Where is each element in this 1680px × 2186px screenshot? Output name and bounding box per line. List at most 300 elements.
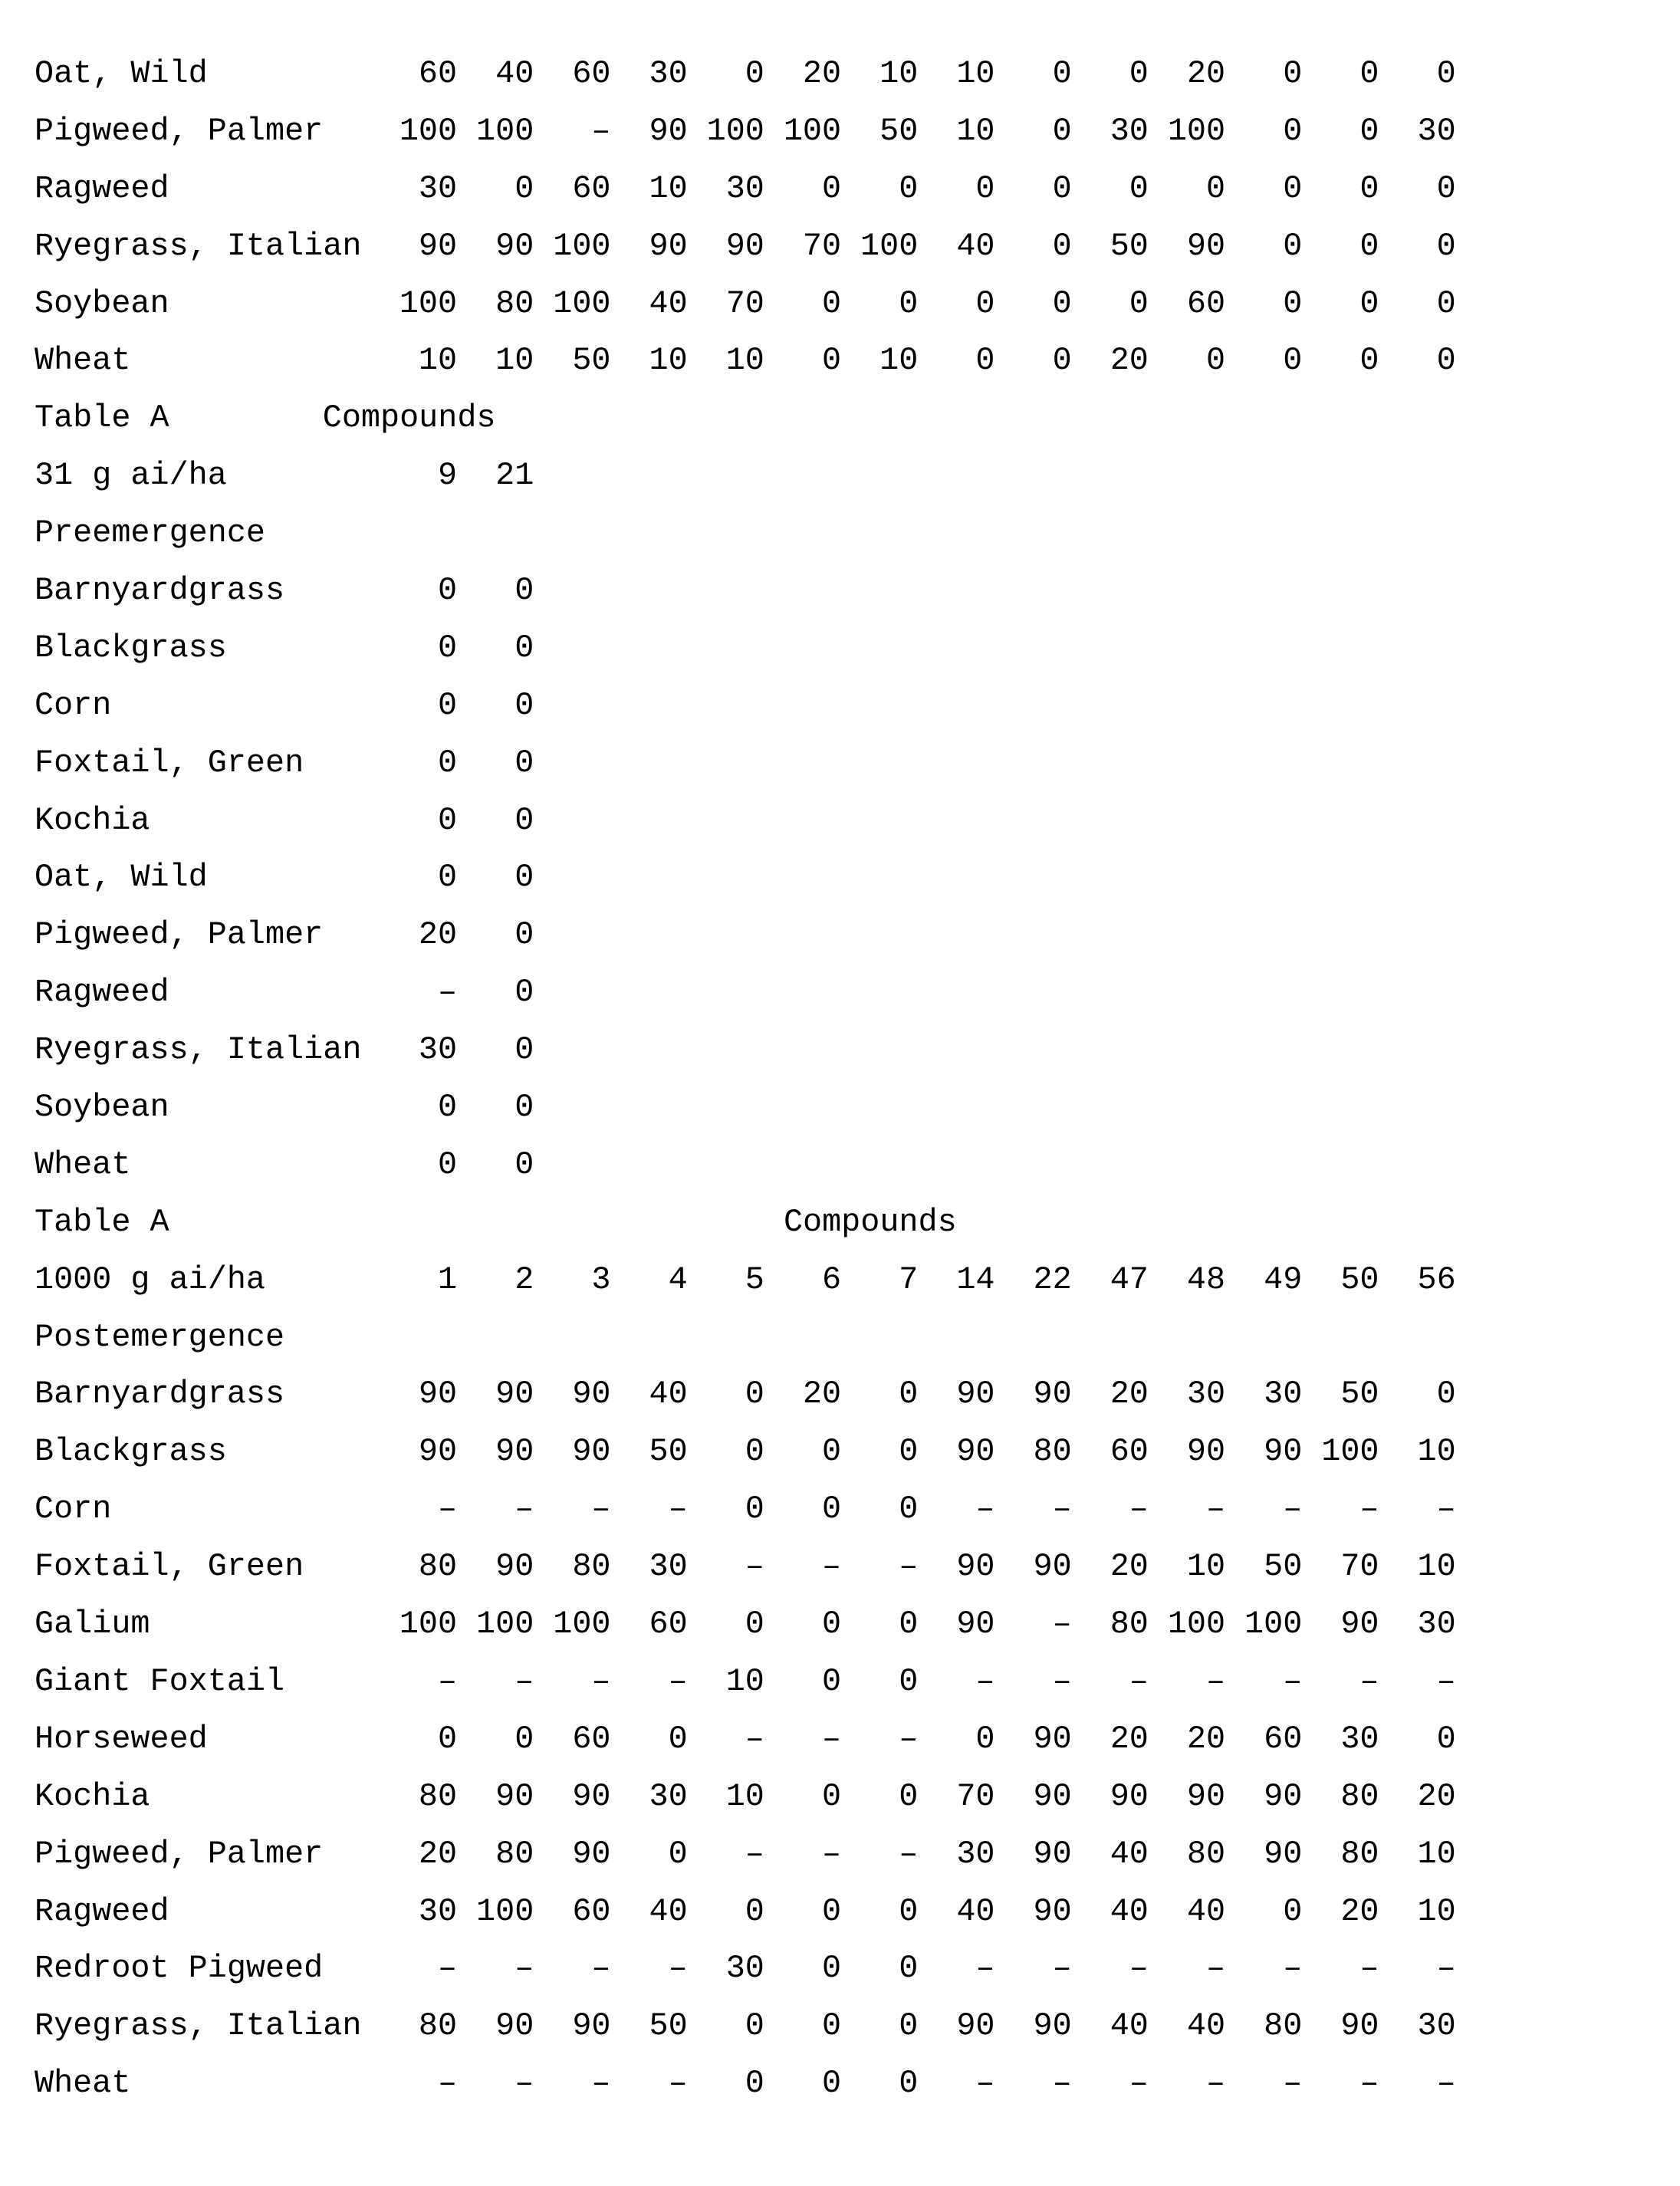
cell-value: 90 [572,1376,611,1413]
row-label: Blackgrass [35,629,227,666]
cell-value: 0 [899,1606,919,1643]
row-label: Blackgrass [35,1433,227,1471]
cell-value: 60 [572,1720,611,1757]
cell-value: 0 [899,169,919,207]
cell-value: 80 [572,1548,611,1586]
cell-value: – [1129,1491,1149,1528]
cell-value: – [1359,1491,1379,1528]
cell-value: 50 [649,1433,688,1471]
compound-number: 7 [899,1261,919,1298]
cell-value: 100 [553,227,611,265]
cell-value: 0 [1052,284,1072,322]
table-row [35,1423,1614,1481]
cell-value: 90 [649,112,688,150]
cell-value: 0 [975,342,995,380]
cell-value: 100 [706,112,764,150]
cell-value: 0 [745,1491,764,1528]
cell-value: 0 [1205,342,1226,380]
cell-value: – [591,2065,611,2102]
cell-value: 90 [1340,2007,1379,2045]
cell-value: 0 [975,284,995,322]
cell-value: 90 [1110,1777,1149,1815]
compound-number: 21 [495,457,534,495]
cell-value: 10 [1417,1892,1456,1930]
table-row [35,275,1614,333]
cell-value: – [1129,1950,1149,1987]
cell-value: 0 [899,1433,919,1471]
table-title: Table A [35,1203,169,1241]
cell-value: 20 [1110,342,1149,380]
cell-value: 90 [1264,1777,1303,1815]
row-label: Wheat [35,1146,131,1183]
cell-value: 0 [821,1433,842,1471]
row-label: Corn [35,686,112,724]
cell-value: 90 [956,2007,995,2045]
cell-value: 60 [572,1892,611,1930]
cell-value: 0 [1052,342,1072,380]
row-label: Foxtail, Green [35,1548,304,1586]
cell-value: 0 [899,1376,919,1413]
cell-value: 0 [1359,55,1379,92]
cell-value: 0 [821,1777,842,1815]
cell-value: 0 [1359,284,1379,322]
cell-value: 30 [956,1835,995,1872]
cell-value: 100 [1244,1606,1303,1643]
compounds-label: Compounds [322,399,496,437]
cell-value: – [591,1662,611,1700]
cell-value: 0 [515,1720,534,1757]
cell-value: 0 [1359,169,1379,207]
cell-value: 0 [745,1376,764,1413]
table-row [35,735,1614,792]
cell-value: 10 [956,112,995,150]
table-row [35,792,1614,850]
cell-value: 100 [476,1606,534,1643]
cell-value: 0 [1129,169,1149,207]
row-label: Ragweed [35,1892,169,1930]
cell-value: 30 [1264,1376,1303,1413]
cell-value: 0 [821,284,842,322]
cell-value: 0 [821,1950,842,1987]
cell-value: – [1205,1950,1226,1987]
compound-number: 50 [1340,1261,1379,1298]
cell-value: – [1129,1662,1149,1700]
cell-value: – [975,1491,995,1528]
cell-value: 10 [725,342,764,380]
cell-value: – [745,1835,764,1872]
row-label: Wheat [35,342,131,380]
row-label: Giant Foxtail [35,1662,285,1700]
cell-value: 0 [437,629,458,666]
cell-value: 10 [495,342,534,380]
cell-value: 0 [437,686,458,724]
row-label: Horseweed [35,1720,208,1757]
cell-value: 10 [879,55,919,92]
cell-value: 90 [495,2007,534,2045]
table-title-row [35,1194,1614,1251]
cell-value: 90 [1033,1376,1072,1413]
cell-value: 100 [783,112,842,150]
cell-value: 20 [1110,1548,1149,1586]
cell-value: 30 [649,1548,688,1586]
cell-value: 0 [1283,169,1303,207]
cell-value: 0 [821,169,842,207]
cell-value: 0 [899,1950,919,1987]
cell-value: 0 [1359,227,1379,265]
cell-value: 0 [668,1835,688,1872]
row-label: Pigweed, Palmer [35,1835,324,1872]
cell-value: 30 [725,169,764,207]
row-label: Oat, Wild [35,859,208,896]
cell-value: – [1129,2065,1149,2102]
cell-value: 90 [1033,1720,1072,1757]
cell-value: 30 [725,1950,764,1987]
cell-value: 0 [668,1720,688,1757]
cell-value: 0 [899,1777,919,1815]
cell-value: 90 [495,1777,534,1815]
cell-value: 0 [437,859,458,896]
cell-value: – [1283,1950,1303,1987]
compound-number: 14 [956,1261,995,1298]
row-label: Corn [35,1491,112,1528]
cell-value: – [1205,1662,1226,1700]
compound-number: 2 [515,1261,534,1298]
cell-value: 0 [515,801,534,839]
cell-value: 0 [515,916,534,954]
cell-value: 100 [1167,1606,1226,1643]
table-row [35,1538,1614,1596]
row-label: Barnyardgrass [35,572,285,610]
cell-value: 60 [418,55,458,92]
cell-value: 0 [1436,1720,1456,1757]
cell-value: 80 [1264,2007,1303,2045]
cell-value: 0 [515,572,534,610]
table-row [35,1826,1614,1883]
cell-value: – [1052,1491,1072,1528]
cell-value: 0 [437,1146,458,1183]
cell-value: 0 [745,1606,764,1643]
cell-value: 90 [1033,1548,1072,1586]
cell-value: – [591,1491,611,1528]
cell-value: 10 [956,55,995,92]
cell-value: 0 [1283,342,1303,380]
table-row [35,1366,1614,1423]
cell-value: – [1205,2065,1226,2102]
table-row [35,2055,1614,2112]
cell-value: 30 [1417,112,1456,150]
table-row [35,964,1614,1021]
cell-value: 100 [399,1606,458,1643]
rate-header-row [35,447,1614,505]
row-label: Barnyardgrass [35,1376,285,1413]
compound-number: 6 [821,1261,842,1298]
table-row [35,332,1614,390]
cell-value: 90 [495,1433,534,1471]
cell-value: 0 [1129,55,1149,92]
cell-value: 10 [1417,1835,1456,1872]
cell-value: 50 [1340,1376,1379,1413]
cell-value: 30 [649,55,688,92]
cell-value: – [1283,2065,1303,2102]
cell-value: 0 [1283,227,1303,265]
cell-value: – [1359,1662,1379,1700]
cell-value: 60 [572,169,611,207]
cell-value: 20 [802,55,842,92]
rate-label: 1000 g ai/ha [35,1261,265,1298]
phase-label: Preemergence [35,514,265,552]
table-row [35,849,1614,906]
cell-value: 10 [725,1777,764,1815]
compound-number: 56 [1417,1261,1456,1298]
cell-value: 80 [418,1777,458,1815]
cell-value: 20 [1110,1720,1149,1757]
cell-value: – [975,1950,995,1987]
table-row [35,1136,1614,1194]
cell-value: 50 [879,112,919,150]
cell-value: 60 [1110,1433,1149,1471]
cell-value: 10 [418,342,458,380]
cell-value: – [1283,1491,1303,1528]
cell-value: – [1436,1491,1456,1528]
table-row [35,218,1614,275]
cell-value: 0 [1283,55,1303,92]
cell-value: 0 [1436,1376,1456,1413]
cell-value: 40 [1110,1892,1149,1930]
phase-label: Postemergence [35,1318,285,1356]
cell-value: 0 [745,2065,764,2102]
cell-value: – [1436,2065,1456,2102]
cell-value: 90 [495,1548,534,1586]
cell-value: 80 [1110,1606,1149,1643]
table-row [35,1997,1614,2055]
compound-number: 3 [591,1261,611,1298]
cell-value: 0 [1129,284,1149,322]
cell-value: 90 [1186,227,1226,265]
cell-value: 0 [745,1433,764,1471]
cell-value: 0 [899,284,919,322]
cell-value: 100 [1167,112,1226,150]
cell-value: 0 [1205,169,1226,207]
cell-value: 90 [572,1835,611,1872]
compound-number: 4 [668,1261,688,1298]
cell-value: – [437,1950,458,1987]
cell-value: – [1052,1606,1072,1643]
rate-label: 31 g ai/ha [35,457,227,495]
cell-value: 40 [649,1376,688,1413]
table-row [35,45,1614,103]
cell-value: 90 [1340,1606,1379,1643]
cell-value: 80 [418,1548,458,1586]
row-label: Kochia [35,1777,150,1815]
cell-value: 10 [725,1662,764,1700]
cell-value: 70 [725,284,764,322]
cell-value: 0 [1436,169,1456,207]
cell-value: 0 [1359,342,1379,380]
cell-value: 20 [418,1835,458,1872]
cell-value: 80 [1340,1777,1379,1815]
cell-value: 90 [418,1376,458,1413]
row-label: Soybean [35,284,169,322]
cell-value: 20 [1186,1720,1226,1757]
cell-value: – [515,1662,534,1700]
cell-value: 0 [437,801,458,839]
cell-value: – [515,2065,534,2102]
cell-value: – [899,1835,919,1872]
cell-value: 0 [515,629,534,666]
cell-value: 90 [418,227,458,265]
cell-value: 70 [802,227,842,265]
cell-value: – [668,1491,688,1528]
row-label: Foxtail, Green [35,744,304,781]
cell-value: 0 [821,1662,842,1700]
cell-value: 90 [725,227,764,265]
cell-value: – [899,1720,919,1757]
cell-value: 0 [515,974,534,1011]
table-row [35,1596,1614,1653]
cell-value: 0 [515,1089,534,1126]
table-row [35,1079,1614,1136]
compound-number: 5 [745,1261,764,1298]
cell-value: 0 [1052,169,1072,207]
cell-value: 100 [553,1606,611,1643]
table-title-row [35,390,1614,447]
cell-value: 0 [745,55,764,92]
cell-value: 0 [515,744,534,781]
table-row [35,1021,1614,1079]
table-row [35,1883,1614,1941]
cell-value: 30 [418,1031,458,1069]
cell-value: 60 [1186,284,1226,322]
cell-value: 10 [649,342,688,380]
cell-value: 90 [1033,2007,1072,2045]
cell-value: 100 [553,284,611,322]
row-label: Oat, Wild [35,55,208,92]
cell-value: 60 [1264,1720,1303,1757]
cell-value: 20 [1186,55,1226,92]
row-label: Pigweed, Palmer [35,916,324,954]
cell-value: 0 [1436,55,1456,92]
cell-value: 60 [649,1606,688,1643]
phase-label-row [35,505,1614,562]
cell-value: 30 [1186,1376,1226,1413]
cell-value: – [437,1491,458,1528]
cell-value: 0 [1283,112,1303,150]
phase-label-row [35,1309,1614,1366]
cell-value: 0 [899,1662,919,1700]
cell-value: 90 [495,227,534,265]
cell-value: – [1436,1950,1456,1987]
cell-value: 30 [1340,1720,1379,1757]
cell-value: 90 [1186,1777,1226,1815]
cell-value: 50 [1264,1548,1303,1586]
cell-value: 0 [1283,1892,1303,1930]
cell-value: 100 [860,227,919,265]
cell-value: 20 [1340,1892,1379,1930]
cell-value: – [975,1662,995,1700]
cell-value: 0 [821,2065,842,2102]
cell-value: 80 [1186,1835,1226,1872]
table-row [35,620,1614,677]
cell-value: 0 [899,1892,919,1930]
cell-value: – [1359,1950,1379,1987]
cell-value: 0 [1436,342,1456,380]
cell-value: – [668,2065,688,2102]
cell-value: 0 [437,1720,458,1757]
cell-value: 40 [1186,2007,1226,2045]
cell-value: – [1052,2065,1072,2102]
cell-value: 0 [899,2007,919,2045]
cell-value: – [821,1835,842,1872]
rate-header-row [35,1251,1614,1309]
cell-value: – [668,1662,688,1700]
cell-value: 90 [1033,1777,1072,1815]
row-label: Soybean [35,1089,169,1126]
cell-value: 40 [1110,1835,1149,1872]
cell-value: 100 [476,112,534,150]
cell-value: 50 [1110,227,1149,265]
cell-value: 0 [515,859,534,896]
cell-value: 30 [649,1777,688,1815]
cell-value: – [745,1548,764,1586]
cell-value: 30 [1417,1606,1456,1643]
cell-value: 0 [745,1892,764,1930]
cell-value: 0 [899,1491,919,1528]
cell-value: 90 [495,1376,534,1413]
cell-value: 10 [1417,1548,1456,1586]
cell-value: – [821,1548,842,1586]
cell-value: 100 [1321,1433,1379,1471]
cell-value: 100 [476,1892,534,1930]
cell-value: – [1052,1950,1072,1987]
cell-value: – [515,1491,534,1528]
table-row [35,906,1614,964]
cell-value: 90 [572,1777,611,1815]
cell-value: 40 [1186,1892,1226,1930]
cell-value: 90 [956,1433,995,1471]
cell-value: 90 [1186,1433,1226,1471]
row-label: Redroot Pigweed [35,1950,324,1987]
cell-value: 40 [649,284,688,322]
cell-value: 70 [1340,1548,1379,1586]
cell-value: 100 [399,112,458,150]
row-label: Galium [35,1606,150,1643]
table-row [35,1940,1614,1997]
cell-value: – [899,1548,919,1586]
table-row [35,562,1614,620]
cell-value: – [591,112,611,150]
compounds-label: Compounds [783,1203,957,1241]
row-label: Kochia [35,801,150,839]
cell-value: 0 [1052,227,1072,265]
cell-value: – [1359,2065,1379,2102]
cell-value: 0 [515,1146,534,1183]
cell-value: 0 [1052,112,1072,150]
cell-value: – [1283,1662,1303,1700]
table-row [35,160,1614,218]
cell-value: 20 [1417,1777,1456,1815]
cell-value: – [745,1720,764,1757]
cell-value: – [437,1662,458,1700]
cell-value: 90 [956,1548,995,1586]
cell-value: 10 [649,169,688,207]
row-label: Ryegrass, Italian [35,2007,362,2045]
patent-table-page [35,45,1614,2112]
cell-value: 0 [975,169,995,207]
cell-value: 0 [437,1089,458,1126]
cell-value: 20 [1110,1376,1149,1413]
cell-value: 0 [821,342,842,380]
table-row [35,677,1614,735]
